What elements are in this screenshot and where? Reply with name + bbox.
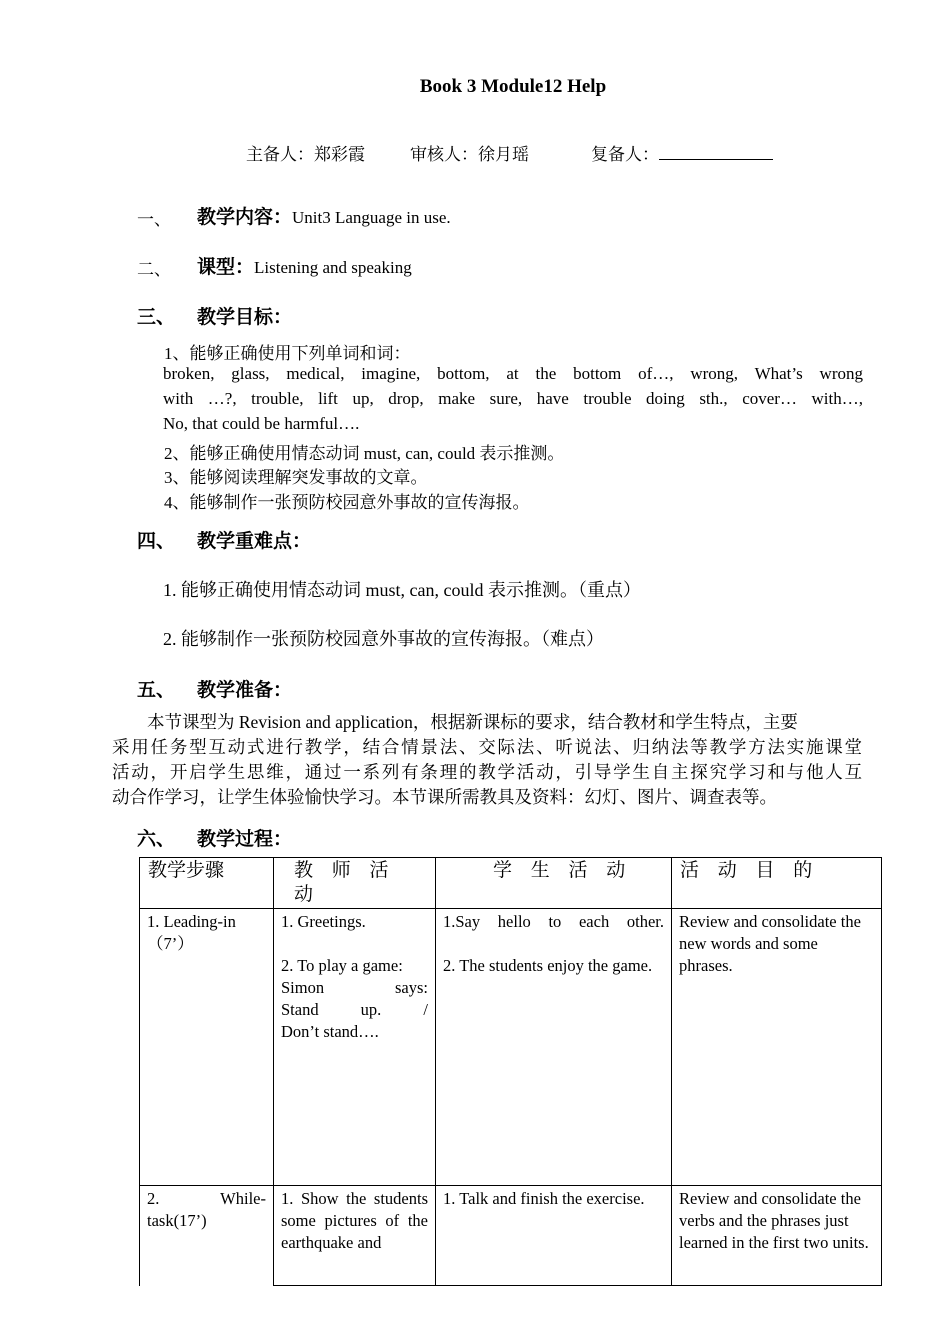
section-5-heading: 教学准备： bbox=[197, 680, 293, 701]
co-preparer-blank bbox=[659, 145, 773, 160]
section-1 bbox=[197, 202, 451, 229]
teaching-process-table bbox=[139, 857, 882, 1286]
section-2-number: 二、 bbox=[137, 260, 171, 279]
step-text: 2. While-task(17’) bbox=[147, 1189, 266, 1230]
section-2 bbox=[197, 252, 412, 279]
key-point-2: 2. 能够制作一张预防校园意外事故的宣传海报。（难点） bbox=[163, 629, 604, 649]
purpose-cell bbox=[672, 1186, 882, 1286]
teacher-cell bbox=[274, 909, 436, 1186]
teacher-cell bbox=[274, 1186, 436, 1286]
student-text-2: 2. The students enjoy the game. bbox=[443, 956, 653, 975]
section-1-heading: 教学内容： bbox=[197, 207, 293, 228]
objective-3: 3、能够阅读理解突发事故的文章。 bbox=[164, 468, 428, 487]
page-title: Book 3 Module12 Help bbox=[419, 76, 607, 97]
main-preparer-name: 郑彩霞 bbox=[314, 145, 365, 164]
preparation-line-1: 本节课型为 Revision and application，根据新课标的要求，结合教材和学生特点，主要 bbox=[147, 712, 798, 732]
purpose-text: Review and consolidate the new words and some phrases. bbox=[679, 912, 861, 975]
key-point-1: 1. 能够正确使用情态动词 must, can, could 表示推测。（重点） bbox=[163, 580, 641, 600]
main-preparer bbox=[246, 140, 365, 165]
section-3-number: 三、 bbox=[137, 307, 176, 328]
reviewer-label: 审核人： bbox=[410, 145, 478, 164]
preparation-line-4: 动合作学习，让学生体验愉快学习。本节课所需教具及资料：幻灯、图片、调查表等。 bbox=[112, 787, 777, 807]
section-4-number: 四、 bbox=[137, 531, 176, 552]
spacer bbox=[443, 933, 664, 955]
section-4-heading: 教学重难点： bbox=[197, 531, 312, 552]
teacher-text-2: 2. To play a game: bbox=[281, 956, 403, 975]
step-cell bbox=[140, 1186, 274, 1286]
preparation-line-2: 采用任务型互动式进行教学，结合情景法、交际法、听说法、归纳法等教学方法实施课堂 bbox=[112, 737, 862, 757]
section-2-heading: 课型： bbox=[197, 257, 255, 278]
teacher-text: 1. Show the students some pictures of the earthquake and bbox=[281, 1189, 428, 1252]
spacer bbox=[281, 933, 428, 955]
main-preparer-label: 主备人： bbox=[246, 145, 314, 164]
section-1-text: Unit3 Language in use. bbox=[292, 208, 451, 227]
section-1-number: 一、 bbox=[137, 210, 171, 229]
table-row bbox=[140, 1186, 882, 1286]
student-text: 1. Talk and finish the exercise. bbox=[443, 1189, 645, 1208]
objective-1: 1、能够正确使用下列单词和词： bbox=[164, 344, 411, 363]
student-cell bbox=[436, 909, 672, 1186]
table-row bbox=[140, 909, 882, 1186]
section-2-text: Listening and speaking bbox=[254, 258, 412, 277]
teacher-text-3: Simon says: bbox=[281, 978, 428, 997]
reviewer-name: 徐月瑶 bbox=[478, 145, 529, 164]
preparation-line-3: 活动，开启学生思维，通过一系列有条理的教学活动，引导学生自主探究学习和与他人互 bbox=[112, 762, 862, 782]
teacher-text-4: Stand up. / bbox=[281, 1000, 428, 1019]
header-step: 教学步骤 bbox=[140, 858, 274, 909]
step-text: 1. Leading-in （7’） bbox=[147, 912, 236, 953]
section-6-heading: 教学过程： bbox=[197, 829, 293, 850]
section-5-number: 五、 bbox=[137, 680, 176, 701]
student-cell bbox=[436, 1186, 672, 1286]
table-header-row bbox=[140, 858, 882, 909]
step-cell bbox=[140, 909, 274, 1186]
co-preparer-label: 复备人： bbox=[591, 145, 659, 164]
objective-4: 4、能够制作一张预防校园意外事故的宣传海报。 bbox=[164, 493, 530, 512]
vocab-line-1: broken, glass, medical, imagine, bottom, at the bottom of…, wrong, What’s wrong bbox=[163, 364, 863, 383]
header-purpose: 活 动 目 的 bbox=[672, 858, 882, 909]
reviewer bbox=[410, 140, 529, 165]
purpose-cell bbox=[672, 909, 882, 1186]
vocab-line-3: No, that could be harmful…. bbox=[163, 414, 360, 433]
objective-2: 2、能够正确使用情态动词 must, can, could 表示推测。 bbox=[164, 444, 565, 463]
section-6-number: 六、 bbox=[137, 829, 176, 850]
student-text-1: 1.Say hello to each other. bbox=[443, 912, 664, 931]
purpose-text: Review and consolidate the verbs and the phrases just learned in the first two units. bbox=[679, 1189, 869, 1252]
header-student: 学 生 活 动 bbox=[436, 858, 672, 909]
section-3-heading: 教学目标： bbox=[197, 307, 293, 328]
header-teacher: 教 师 活 动 bbox=[274, 858, 436, 909]
teacher-text-1: 1. Greetings. bbox=[281, 912, 366, 931]
teacher-text-5: Don’t stand…. bbox=[281, 1022, 379, 1041]
co-preparer bbox=[591, 140, 773, 165]
vocab-line-2: with …?, trouble, lift up, drop, make sure, have trouble doing sth., cover… with…, bbox=[163, 389, 863, 408]
